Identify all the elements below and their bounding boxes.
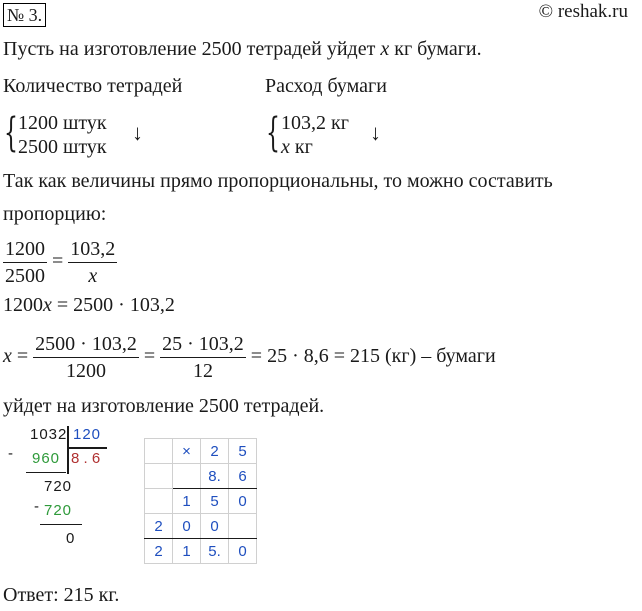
solution-line [3,331,496,384]
mul-row-3 [145,489,257,514]
mul-cell [145,489,173,514]
right-column-header: Расход бумаги [265,75,387,97]
intro-var: x [380,38,390,60]
division-vertical-line [67,426,69,474]
mul-row-5 [145,539,257,564]
left-row-2: 2500 штук [18,136,107,158]
mul-row-4 [145,514,257,539]
reasoning-line-2: пропорцию: [3,203,107,225]
solution-equals-1: = [11,345,34,368]
proportion-numerator-2: 103,2 [68,236,117,263]
division-dividend: 1032 [30,426,68,443]
watermark: © reshak.ru [538,1,628,22]
division-minus-2: - [34,498,39,515]
equation-1 [3,294,175,317]
mul-cell: 2 [201,439,229,464]
reasoning-line-1: Так как величины прямо пропорциональны, то можно составить [3,170,553,192]
mul-cell: 6 [229,464,257,489]
right-row-2 [281,136,313,159]
intro-part1: Пусть на изготовление 2500 тетрадей уйдет [3,38,381,60]
mul-cell: 5. [201,539,229,564]
left-column-header: Количество тетрадей [3,75,183,97]
mul-cell: 0 [229,489,257,514]
mul-sign: × [173,439,201,464]
proportion-denominator-2: x [88,265,98,287]
division-horizontal-line [67,447,107,449]
solution-equals-2: = [143,345,161,368]
proportion [3,236,117,289]
solution-tail: = 25 · 8,6 = 215 (кг) – бумаги [250,345,496,368]
right-row-1: 103,2 кг [281,112,349,134]
mul-cell [145,439,173,464]
mul-cell: 5 [201,489,229,514]
solution-fraction-1-denominator: 1200 [66,360,106,382]
division-minus-1: - [8,445,13,462]
mul-cell: 5 [229,439,257,464]
mul-cell: 1 [173,489,201,514]
right-down-arrow-icon: ↓ [370,120,381,145]
mul-cell: 2 [145,514,173,539]
right-brace: { [266,110,280,156]
mul-row-1 [145,439,257,464]
solution-fraction-2-denominator: 12 [192,360,213,382]
proportion-fraction-2 [68,236,117,289]
division-remainder-1: 720 [44,478,73,495]
mul-cell: 1 [173,539,201,564]
solution-fraction-1 [33,331,139,384]
right-row-2-unit: кг [289,136,313,158]
left-row-1: 1200 штук [18,112,107,134]
problem-number: № 3. [3,3,46,27]
mul-cell [229,514,257,539]
mul-cell: 2 [145,539,173,564]
proportion-denominator-1: 2500 [5,265,45,287]
intro-text [3,38,482,61]
equation-1-var: x [43,294,52,316]
answer: Ответ: 215 кг. [3,584,120,606]
multiplication-grid [144,438,257,564]
solution-line-2: уйдет на изготовление 2500 тетрадей. [3,395,325,417]
right-row-2-var: x [281,136,290,158]
division-remainder-2: 0 [66,530,75,547]
mul-cell [145,464,173,489]
solution-fraction-1-numerator: 2500 · 103,2 [33,331,139,358]
proportion-numerator-1: 1200 [3,236,47,263]
division-subtrahend-1: 960 [32,450,61,467]
proportion-fraction-1 [3,236,47,289]
left-down-arrow-icon: ↓ [132,120,143,145]
proportion-equals: = [52,250,64,273]
division-underline-1 [26,472,66,473]
mul-row-2 [145,464,257,489]
division-subtrahend-2: 720 [44,502,73,519]
mul-cell: 0 [229,539,257,564]
intro-part2: кг бумаги. [389,38,482,60]
mul-cell: 8. [201,464,229,489]
left-brace: { [4,110,18,156]
solution-fraction-2 [160,331,246,384]
mul-cell [173,464,201,489]
equation-1-left: 1200 [3,294,43,316]
solution-var: x [3,345,12,368]
division-divisor: 120 [73,426,102,443]
solution-fraction-2-numerator: 25 · 103,2 [160,331,246,358]
mul-cell: 0 [173,514,201,539]
mul-cell: 0 [201,514,229,539]
equation-1-rest: = 2500 · 103,2 [51,294,175,316]
division-underline-2 [40,524,82,525]
division-quotient: 8 . 6 [71,450,101,467]
